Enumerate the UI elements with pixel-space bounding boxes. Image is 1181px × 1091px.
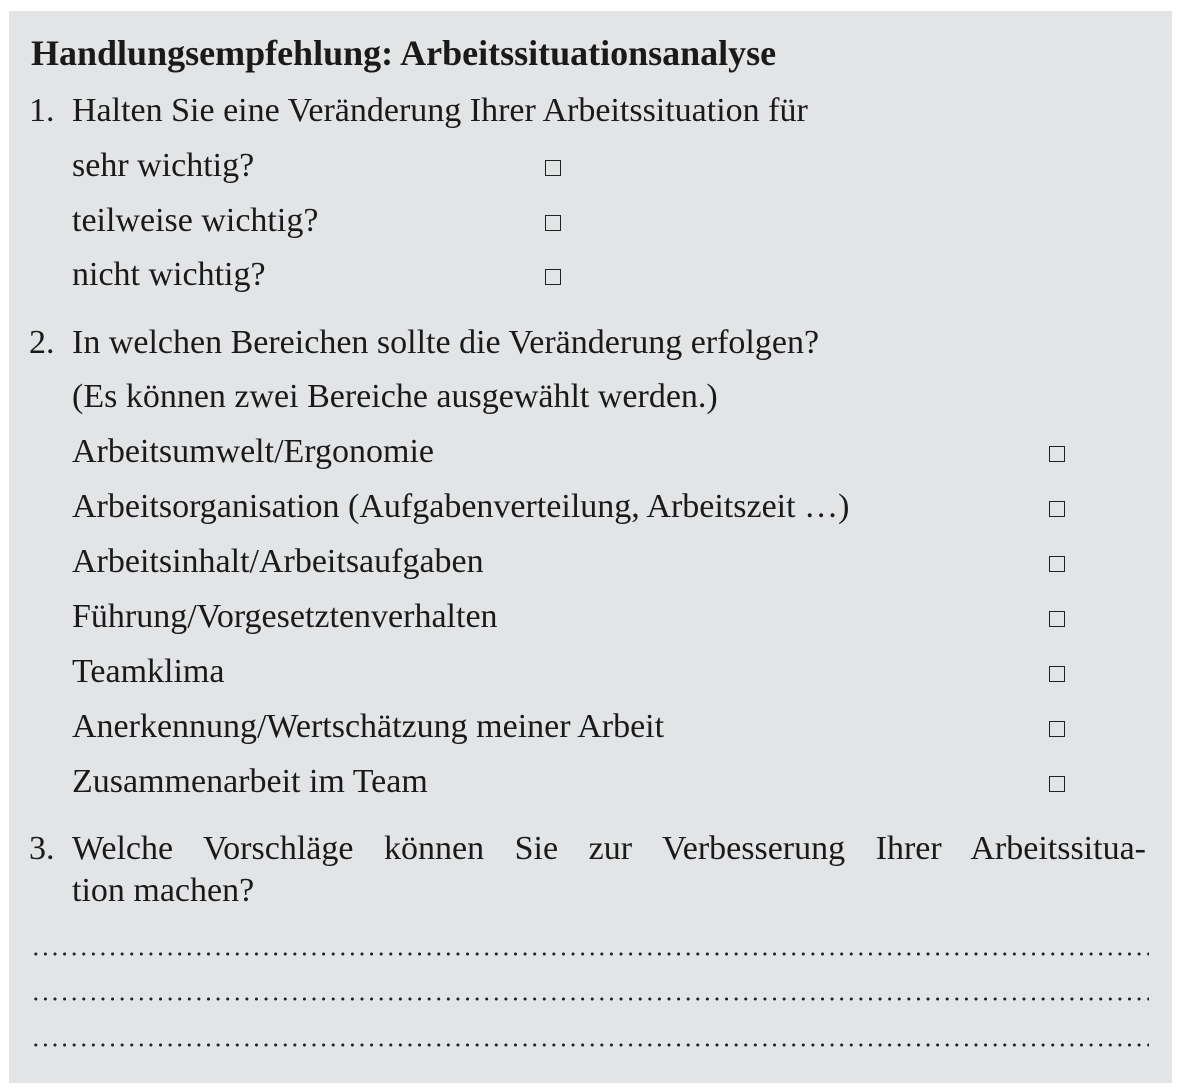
q1-option-label: sehr wichtig? (72, 147, 255, 184)
question-3-text-line1: Welche Vorschläge können Sie zur Verbesserung Ihrer Arbeitssitua- (72, 830, 1146, 867)
answer-line[interactable] (31, 952, 1149, 956)
q2-option-label: Anerkennung/Wertschätzung meiner Arbeit (72, 708, 665, 745)
q1-option-label: teilweise wichtig? (72, 202, 319, 239)
question-3-number: 3. (29, 830, 55, 867)
q2-option-label: Zusammenarbeit im Team (72, 763, 428, 800)
q2-option-checkbox[interactable] (1049, 556, 1065, 572)
q2-option-checkbox[interactable] (1049, 501, 1065, 517)
q1-option-checkbox[interactable] (545, 269, 561, 285)
q2-option-checkbox[interactable] (1049, 776, 1065, 792)
q1-option-checkbox[interactable] (545, 215, 561, 231)
question-1-text: Halten Sie eine Veränderung Ihrer Arbeitssituation für (72, 92, 808, 129)
question-2-note: (Es können zwei Bereiche ausgewählt werden.) (72, 378, 718, 415)
question-1-number: 1. (29, 92, 55, 129)
q2-option-label: Führung/Vorgesetztenverhalten (72, 598, 498, 635)
form-title: Handlungsempfehlung: Arbeitssituationsanalyse (31, 33, 777, 73)
q2-option-checkbox[interactable] (1049, 666, 1065, 682)
question-3-text-line2: tion machen? (72, 872, 255, 909)
q2-option-checkbox[interactable] (1049, 446, 1065, 462)
q2-option-checkbox[interactable] (1049, 721, 1065, 737)
q2-option-label: Teamklima (72, 653, 225, 690)
q2-option-label: Arbeitsorganisation (Aufgabenverteilung, Arbeitszeit …) (72, 488, 850, 525)
q1-option-checkbox[interactable] (545, 160, 561, 176)
answer-line[interactable] (31, 997, 1149, 1001)
form-panel (9, 11, 1172, 1083)
q1-option-label: nicht wichtig? (72, 256, 266, 293)
question-2-text: In welchen Bereichen sollte die Veränderung erfolgen? (72, 324, 820, 361)
question-2-number: 2. (29, 324, 55, 361)
q2-option-label: Arbeitsinhalt/Arbeitsaufgaben (72, 543, 484, 580)
answer-line[interactable] (31, 1043, 1149, 1047)
q2-option-checkbox[interactable] (1049, 611, 1065, 627)
q2-option-label: Arbeitsumwelt/Ergonomie (72, 433, 434, 470)
